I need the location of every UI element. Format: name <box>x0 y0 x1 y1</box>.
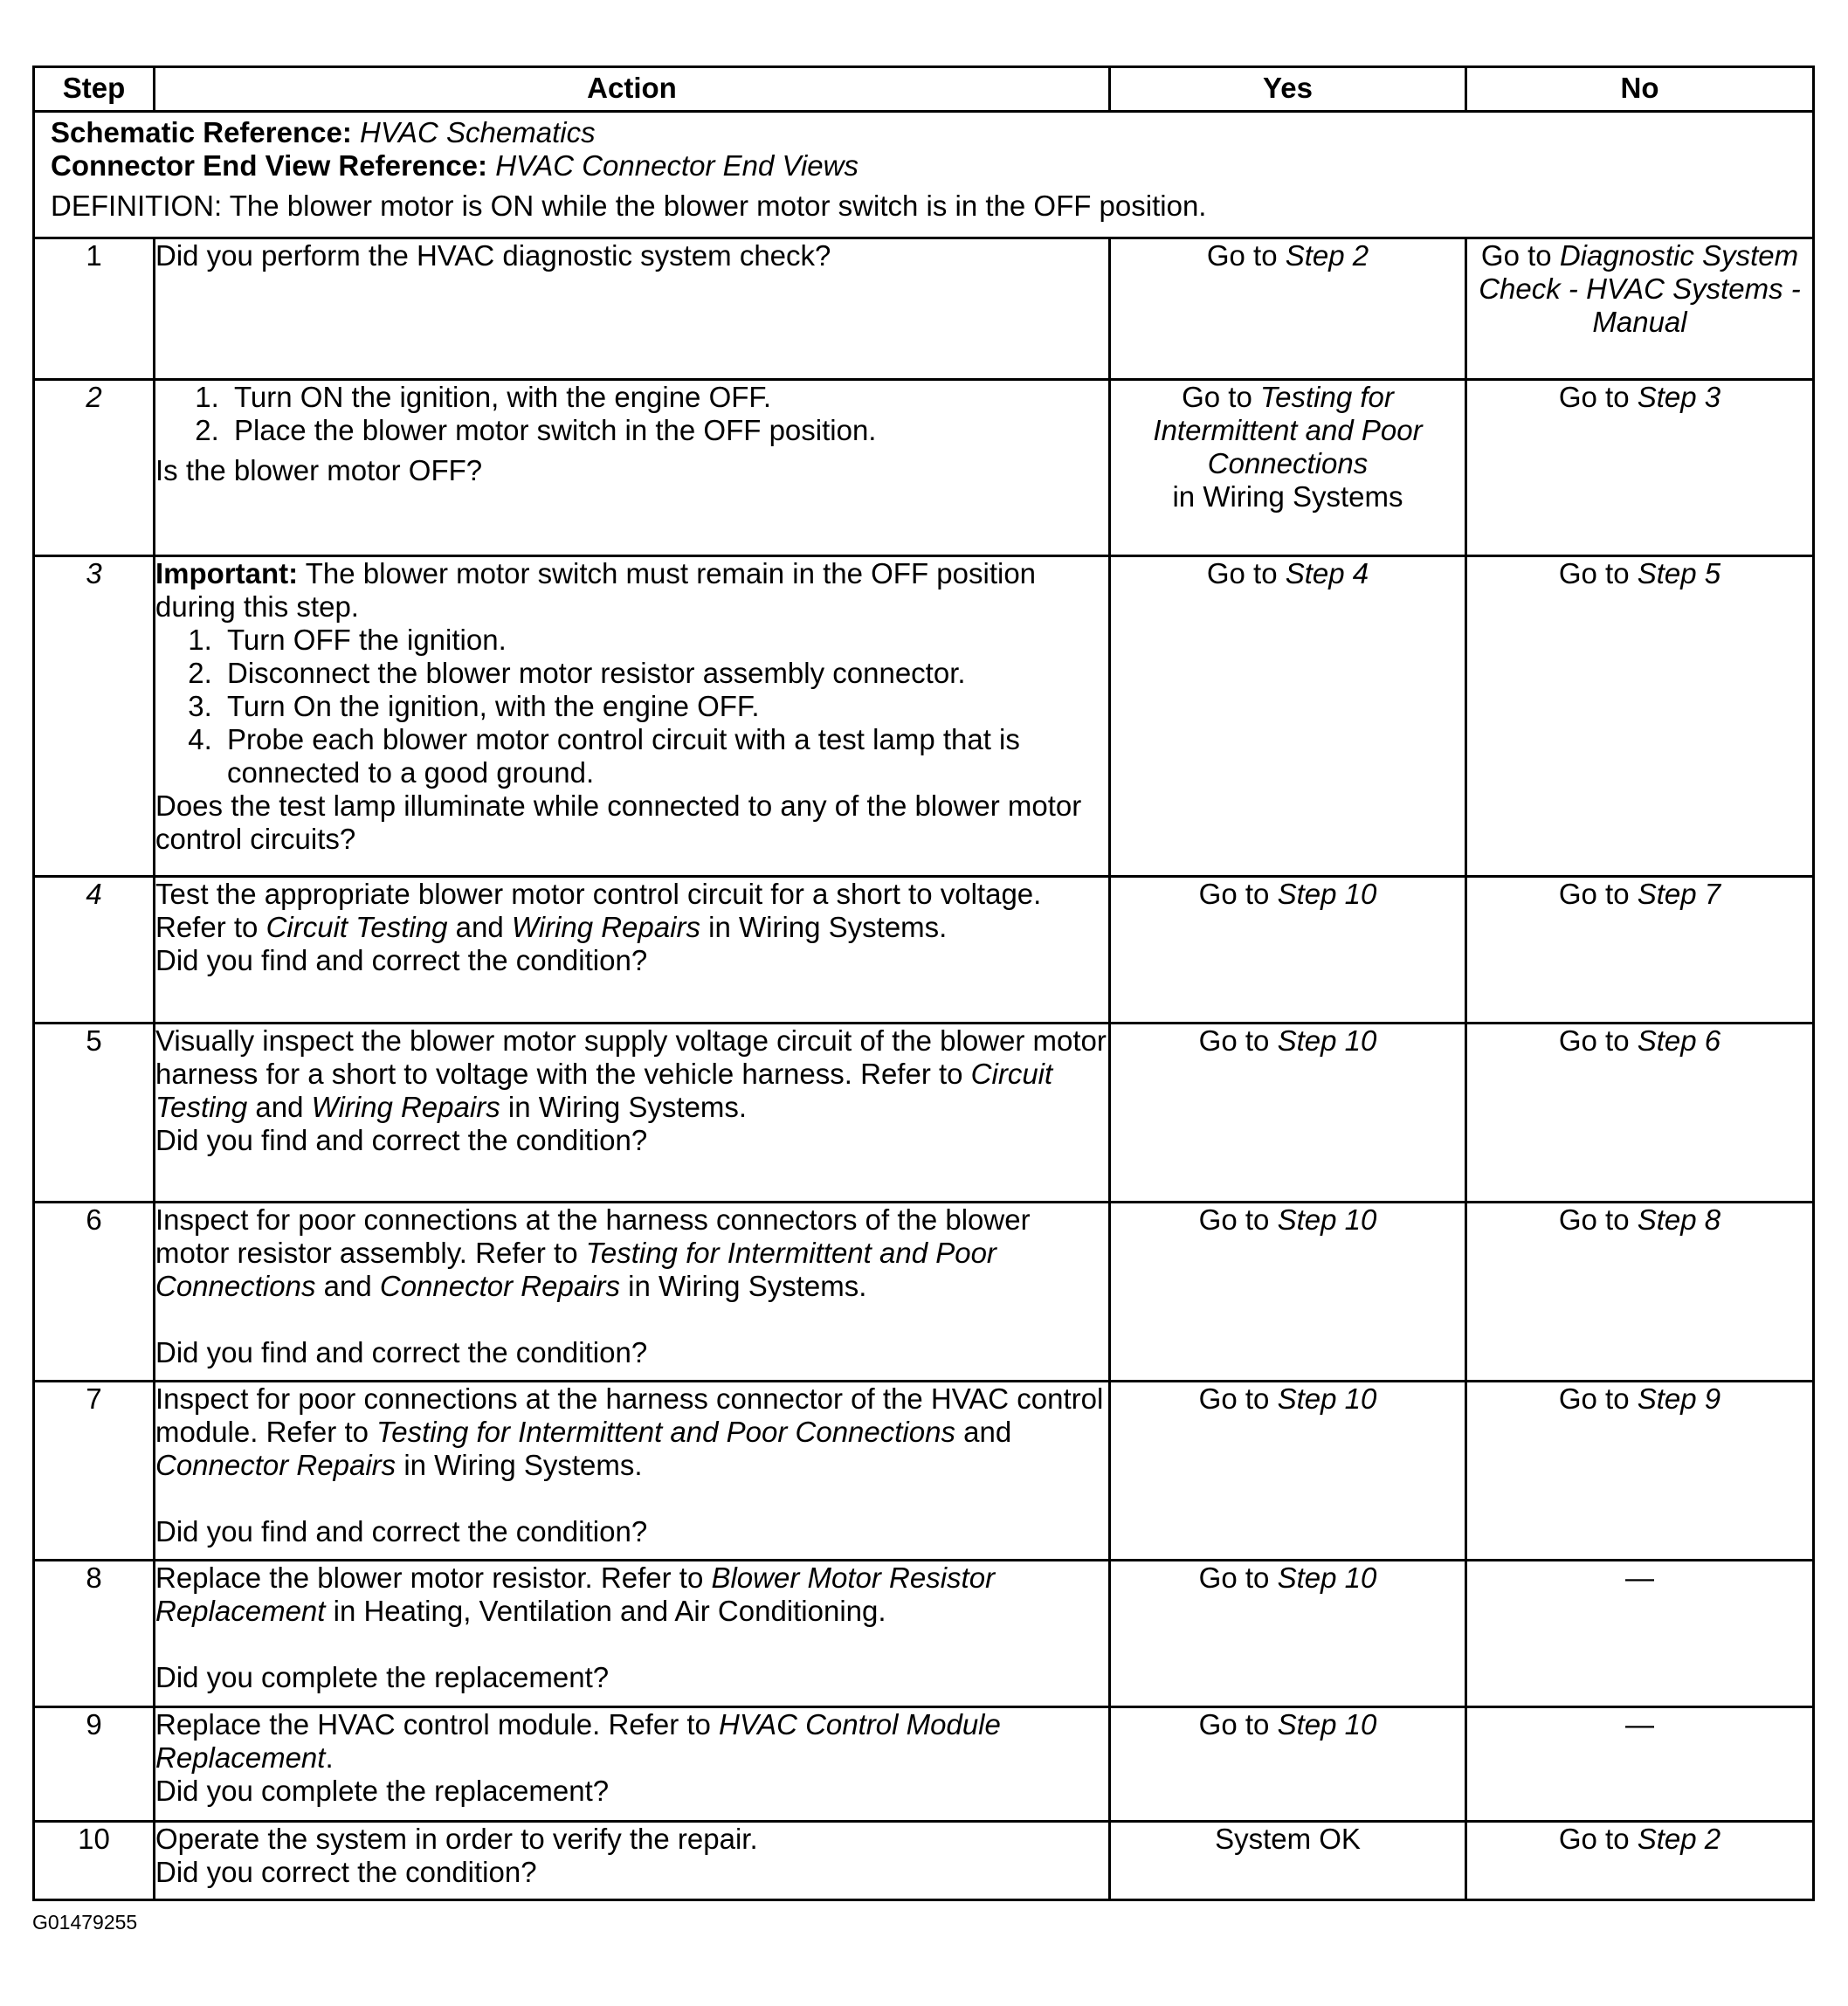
yes-step-link: Step 10 <box>1277 1708 1377 1741</box>
action-cell <box>155 877 1110 1024</box>
action-cell <box>155 1822 1110 1900</box>
diagnostic-table-container <box>32 65 1815 1901</box>
no-cell <box>1466 1203 1814 1382</box>
yes-step-link: Step 2 <box>1285 239 1369 272</box>
yes-cell <box>1110 1382 1466 1561</box>
figure-id-caption: G01479255 <box>32 1911 138 1934</box>
go-to-label: Go to <box>1198 1708 1270 1741</box>
step-number: 10 <box>34 1822 155 1900</box>
reference-link: Circuit Testing <box>265 911 448 943</box>
schematic-reference-label: Schematic Reference: <box>51 116 352 148</box>
go-to-label: Go to <box>1206 557 1278 589</box>
action-cell <box>155 1707 1110 1822</box>
go-to-label: Go to <box>1558 381 1630 413</box>
yes-cell <box>1110 380 1466 556</box>
yes-step-link: Step 10 <box>1277 1561 1377 1594</box>
action-text: Replace the blower motor resistor. Refer to Blower Motor Resistor Replacement in Heating, Ventilation and Air Conditioning. <box>155 1561 996 1627</box>
step-number-italic: 4 <box>86 878 102 910</box>
dash-marker: — <box>1625 1561 1654 1594</box>
go-to-label: Go to <box>1198 1561 1270 1594</box>
go-to-label: Go to <box>1198 1024 1270 1057</box>
question-text: Did you perform the HVAC diagnostic system check? <box>155 239 831 272</box>
question-text: Did you correct the condition? <box>155 1856 537 1888</box>
action-cell <box>155 380 1110 556</box>
header-yes: Yes <box>1110 67 1466 112</box>
yes-step-link: Step 4 <box>1285 557 1369 589</box>
no-cell <box>1466 380 1814 556</box>
no-step-link: Step 7 <box>1637 878 1721 910</box>
no-step-link: Step 3 <box>1637 381 1721 413</box>
action-cell <box>155 1561 1110 1707</box>
step-row-5 <box>34 1024 1814 1203</box>
no-step-link: Step 2 <box>1637 1823 1721 1855</box>
instruction-item: 3. Turn On the ignition, with the engine OFF. <box>220 690 1108 723</box>
reference-row <box>34 112 1814 238</box>
step-number-italic: 3 <box>86 557 102 589</box>
instruction-item: 4. Probe each blower motor control circuit with a test lamp that is connected to a good ground. <box>220 723 1108 789</box>
no-step-link: Step 8 <box>1637 1203 1721 1236</box>
no-cell <box>1466 1382 1814 1561</box>
step-row-7 <box>34 1382 1814 1561</box>
no-step-link: Step 9 <box>1637 1382 1721 1415</box>
action-cell <box>155 1382 1110 1561</box>
dash-marker: — <box>1625 1708 1654 1741</box>
action-cell <box>155 238 1110 380</box>
important-text: The blower motor switch must remain in the OFF position during this step. <box>155 557 1037 623</box>
go-to-label: Go to <box>1480 239 1552 272</box>
step-row-3 <box>34 556 1814 877</box>
action-text: Inspect for poor connections at the harness connector of the HVAC control module. Refer to Testing for Intermittent and Poor Connections and Connector Repairs in Wiring Systems. <box>155 1382 1104 1481</box>
step-number: 6 <box>34 1203 155 1382</box>
reference-link: HVAC Control Module Replacement <box>155 1708 1001 1774</box>
step-number-italic: 2 <box>86 381 102 413</box>
yes-target-link: Testing for Intermittent and Poor Connections <box>1153 381 1423 479</box>
no-cell <box>1466 556 1814 877</box>
reference-link: Connector Repairs <box>155 1449 396 1481</box>
no-target-link: Diagnostic System Check - HVAC Systems - Manual <box>1479 239 1801 338</box>
header-row <box>34 67 1814 112</box>
header-no: No <box>1466 67 1814 112</box>
action-text: Operate the system in order to verify the repair. <box>155 1823 758 1855</box>
go-to-label: Go to <box>1558 878 1630 910</box>
action-text: Test the appropriate blower motor control circuit for a short to voltage. Refer to Circuit Testing and Wiring Repairs in Wiring Systems. <box>155 878 1042 943</box>
spacer <box>155 1303 1108 1336</box>
yes-cell <box>1110 238 1466 380</box>
step-row-6 <box>34 1203 1814 1382</box>
system-ok-text: System OK <box>1215 1823 1361 1855</box>
go-to-label: Go to <box>1206 239 1278 272</box>
yes-cell <box>1110 1024 1466 1203</box>
no-step-link: Step 6 <box>1637 1024 1721 1057</box>
yes-cell <box>1110 1822 1466 1900</box>
reference-cell <box>34 112 1814 238</box>
step-row-1 <box>34 238 1814 380</box>
instruction-item: 2. Disconnect the blower motor resistor assembly connector. <box>220 657 1108 690</box>
step-row-2 <box>34 380 1814 556</box>
important-label: Important: <box>155 557 299 589</box>
go-to-label: Go to <box>1198 1203 1270 1236</box>
instruction-list <box>155 624 1108 789</box>
go-to-label: Go to <box>1198 1382 1270 1415</box>
step-row-4 <box>34 877 1814 1024</box>
step-row-9 <box>34 1707 1814 1822</box>
header-step: Step <box>34 67 155 112</box>
step-number: 7 <box>34 1382 155 1561</box>
yes-target-suffix: in Wiring Systems <box>1172 480 1403 513</box>
reference-link: Testing for Intermittent and Poor Connections <box>155 1237 996 1302</box>
action-cell <box>155 556 1110 877</box>
question-text: Is the blower motor OFF? <box>155 454 483 486</box>
important-note <box>155 557 1108 624</box>
step-number <box>34 556 155 877</box>
yes-cell <box>1110 1203 1466 1382</box>
yes-cell <box>1110 556 1466 877</box>
yes-step-link: Step 10 <box>1277 1203 1377 1236</box>
reference-link: Connector Repairs <box>379 1270 620 1302</box>
action-cell <box>155 1203 1110 1382</box>
step-row-8 <box>34 1561 1814 1707</box>
spacer <box>155 1628 1108 1661</box>
question-text: Did you find and correct the condition? <box>155 944 648 976</box>
yes-step-link: Step 10 <box>1277 1382 1377 1415</box>
step-number <box>34 380 155 556</box>
go-to-label: Go to <box>1558 557 1630 589</box>
no-cell <box>1466 877 1814 1024</box>
reference-link: Blower Motor Resistor Replacement <box>155 1561 996 1627</box>
yes-cell <box>1110 1707 1466 1822</box>
question-text: Did you find and correct the condition? <box>155 1336 648 1368</box>
instruction-item: 1. Turn OFF the ignition. <box>220 624 1108 657</box>
yes-step-link: Step 10 <box>1277 1024 1377 1057</box>
step-number <box>34 877 155 1024</box>
step-row-10 <box>34 1822 1814 1900</box>
no-cell <box>1466 1707 1814 1822</box>
reference-link: Wiring Repairs <box>311 1091 500 1123</box>
action-cell <box>155 1024 1110 1203</box>
reference-link: Testing for Intermittent and Poor Connections <box>376 1416 955 1448</box>
reference-link: Circuit Testing <box>155 1058 1053 1123</box>
schematic-reference <box>51 116 1796 149</box>
no-step-link: Step 5 <box>1637 557 1721 589</box>
instruction-list <box>155 381 1108 447</box>
go-to-label: Go to <box>1558 1823 1630 1855</box>
action-text: Replace the HVAC control module. Refer to HVAC Control Module Replacement. <box>155 1708 1001 1774</box>
question-text: Does the test lamp illuminate while connected to any of the blower motor control circuits? <box>155 789 1082 855</box>
go-to-label: Go to <box>1558 1382 1630 1415</box>
yes-cell <box>1110 877 1466 1024</box>
step-number: 9 <box>34 1707 155 1822</box>
yes-step-link: Step 10 <box>1277 878 1377 910</box>
no-cell <box>1466 1561 1814 1707</box>
question-text: Did you complete the replacement? <box>155 1661 610 1693</box>
question-text: Did you find and correct the condition? <box>155 1124 648 1156</box>
question-text: Did you find and correct the condition? <box>155 1515 648 1548</box>
header-action: Action <box>155 67 1110 112</box>
go-to-label: Go to <box>1198 878 1270 910</box>
no-cell <box>1466 1822 1814 1900</box>
definition-text: DEFINITION: The blower motor is ON while the blower motor switch is in the OFF position. <box>51 190 1207 222</box>
action-text: Inspect for poor connections at the harness connectors of the blower motor resistor assembly. Refer to Testing for Intermittent and Poor Connections and Connector Repairs in Wiring Systems. <box>155 1203 1031 1302</box>
step-number: 5 <box>34 1024 155 1203</box>
no-cell <box>1466 1024 1814 1203</box>
schematic-reference-value: HVAC Schematics <box>360 116 596 148</box>
instruction-item: 1. Turn ON the ignition, with the engine OFF. <box>227 381 1108 414</box>
question-text: Did you complete the replacement? <box>155 1775 610 1807</box>
go-to-label: Go to <box>1558 1024 1630 1057</box>
connector-reference-value: HVAC Connector End Views <box>495 149 858 182</box>
spacer <box>155 1482 1108 1515</box>
step-number: 8 <box>34 1561 155 1707</box>
connector-reference-label: Connector End View Reference: <box>51 149 488 182</box>
instruction-item: 2. Place the blower motor switch in the OFF position. <box>227 414 1108 447</box>
action-text: Visually inspect the blower motor supply voltage circuit of the blower motor harness for a short to voltage with the vehicle harness. Refer to Circuit Testing and Wiring Repairs in Wiring Systems. <box>155 1024 1107 1123</box>
go-to-label: Go to <box>1182 381 1252 413</box>
diagnostic-table <box>32 65 1815 1901</box>
step-number: 1 <box>34 238 155 380</box>
connector-reference <box>51 149 1796 183</box>
no-cell <box>1466 238 1814 380</box>
reference-link: Wiring Repairs <box>511 911 700 943</box>
yes-cell <box>1110 1561 1466 1707</box>
go-to-label: Go to <box>1558 1203 1630 1236</box>
